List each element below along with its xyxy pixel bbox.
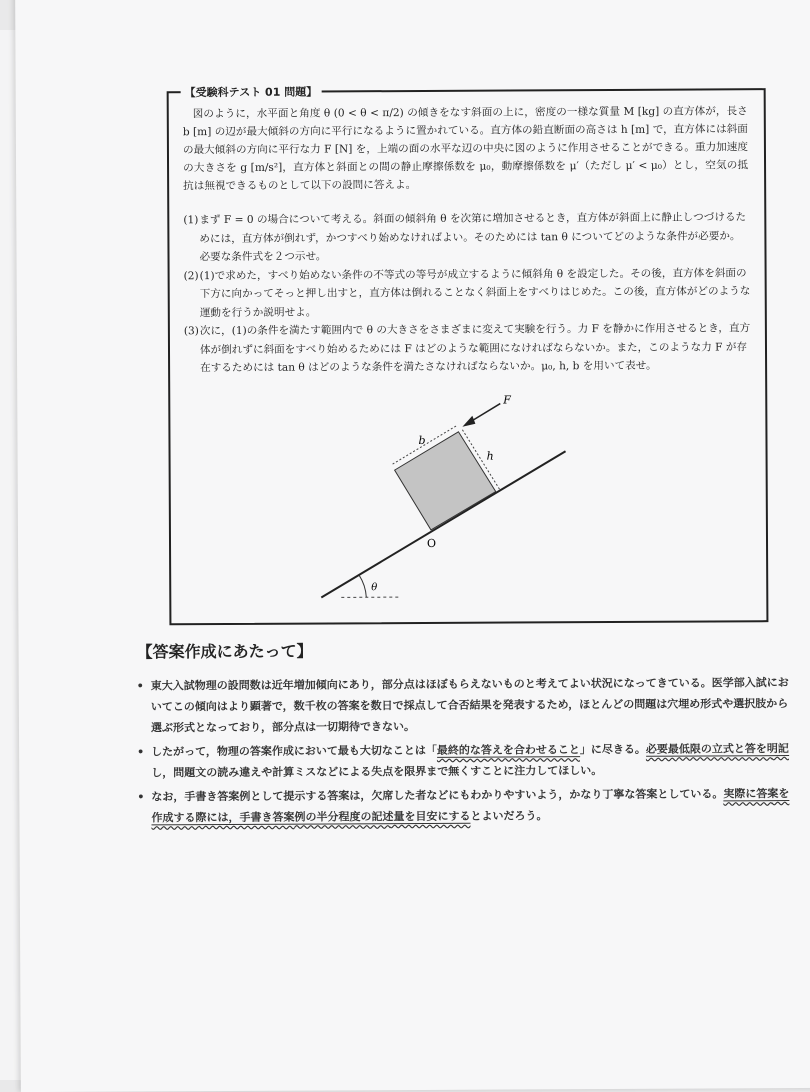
- question-item: [183, 208, 750, 266]
- force-arrowhead: [462, 416, 475, 427]
- highlight-minimum-formula: 必要最低限の立式と答を明記: [646, 742, 789, 757]
- answer-bullet: [137, 783, 797, 828]
- problem-intro: 図のように，水平面と角度 θ (0 < θ < π/2) の傾きをなす斜面の上に，密度の一様な質量 M [kg] の直方体が，長さ b [m] の辺が最大傾斜の方向に平行になるように置かれている。直方体の鉛直断面の高さは h [m] で，直方体には斜面の最大傾斜の方向に平行な力 F [N] を，上端の面の水平な辺の中央に図のように作用させることができる。重力加速度の大きさを g [m/s²]，直方体と斜面との間の静止摩擦係数を μ₀，動摩擦係数を μ′（ただし μ′ < μ₀）とし，空気の抵抗は無視できるものとして以下の設問に答えよ。: [183, 102, 748, 195]
- question-list: [183, 208, 751, 377]
- bullet-dot-icon: •: [137, 675, 144, 696]
- force-label: F: [502, 394, 511, 407]
- answer-bullet-list: [137, 672, 798, 831]
- highlight-half-amount: 実際に答案を作成する際には，手書き答案例の半分程度の記述量を目安にする: [151, 787, 789, 825]
- height-label: h: [487, 450, 494, 463]
- width-label: b: [418, 434, 425, 447]
- highlight-final-answer: 最終的な答えを合わせること: [437, 743, 580, 758]
- question-text: (1)で求めた，すべり始めない条件の不等式の等号が成立するように傾斜角 θ を設定した。その後，直方体を斜面の下方に向かってそっと押し出すと，直方体は倒れることなく斜面上をすべりはじめた。この後，直方体がどのような運動を行うか説明せよ。: [200, 267, 751, 319]
- question-number: (2): [184, 267, 199, 286]
- problem-header: 【受験科テスト 01 問題】: [181, 84, 322, 101]
- question-text: 次に，(1)の条件を満たす範囲内で θ の大きさをさまざまに変えて実験を行う。力 F を静かに作用させるとき，直方体が倒れずに斜面をすべり始めるためには F はどのような範囲になければならないか。また，このような力 F が存在するためには tan θ はどのような条件を満たさなければならないか。μ₀, h, b を用いて表せ。: [200, 322, 750, 374]
- angle-label: θ: [371, 582, 377, 593]
- incline-diagram: [310, 391, 611, 603]
- bullet-text-pre: したがって，物理の答案作成において最も大切なことは「: [151, 744, 437, 758]
- question-text: まず F = 0 の場合について考える。斜面の傾斜角 θ を次第に増加させるとき，直方体が斜面上に静止しつづけるためには，直方体が倒れず，かつすべり始めなければよい。そのためには tan θ についてどのような条件が必要か。必要な条件式を２つ示せ。: [199, 211, 746, 263]
- question-number: (1): [183, 211, 198, 230]
- paper-sheet: [15, 0, 810, 1092]
- question-number: (3): [184, 322, 199, 341]
- answer-bullet: [137, 672, 797, 738]
- bullet-dot-icon: •: [137, 741, 144, 762]
- bullet-text-mid: 」に尽きる。: [580, 743, 646, 756]
- bullet-dot-icon: •: [137, 786, 144, 807]
- block: [394, 432, 496, 531]
- angle-arc: [359, 575, 366, 597]
- bullet-text-pre: なお，手書き答案例として提示する答案は，欠席した者などにもわかりやすいよう，かなり丁寧な答案としている。: [151, 787, 723, 803]
- force-arrow: [470, 404, 500, 422]
- answer-heading: 【答案作成にあたって】: [137, 639, 313, 663]
- bullet-text-post: とよいだろう。: [470, 809, 547, 822]
- bullet-text-post: し，問題文の読み違えや計算ミスなどによる失点を限界まで無くすことに注力してほしい。: [151, 764, 602, 779]
- question-item: [184, 264, 751, 322]
- problem-box: [167, 88, 769, 625]
- question-item: [184, 319, 751, 377]
- bullet-text: 東大入試物理の設問数は近年増加傾向にあり，部分点はほぼもらえないものと考えてよい状況になってきている。医学部入試においてこの傾向はより顕著で，数千枚の答案を数日で採点して合否結果を発表するため，ほとんどの問題は穴埋め形式や選択肢から選ぶ形式となっており，部分点は一切期待できない。: [151, 676, 789, 734]
- origin-label: O: [427, 537, 436, 550]
- answer-bullet: [137, 738, 797, 783]
